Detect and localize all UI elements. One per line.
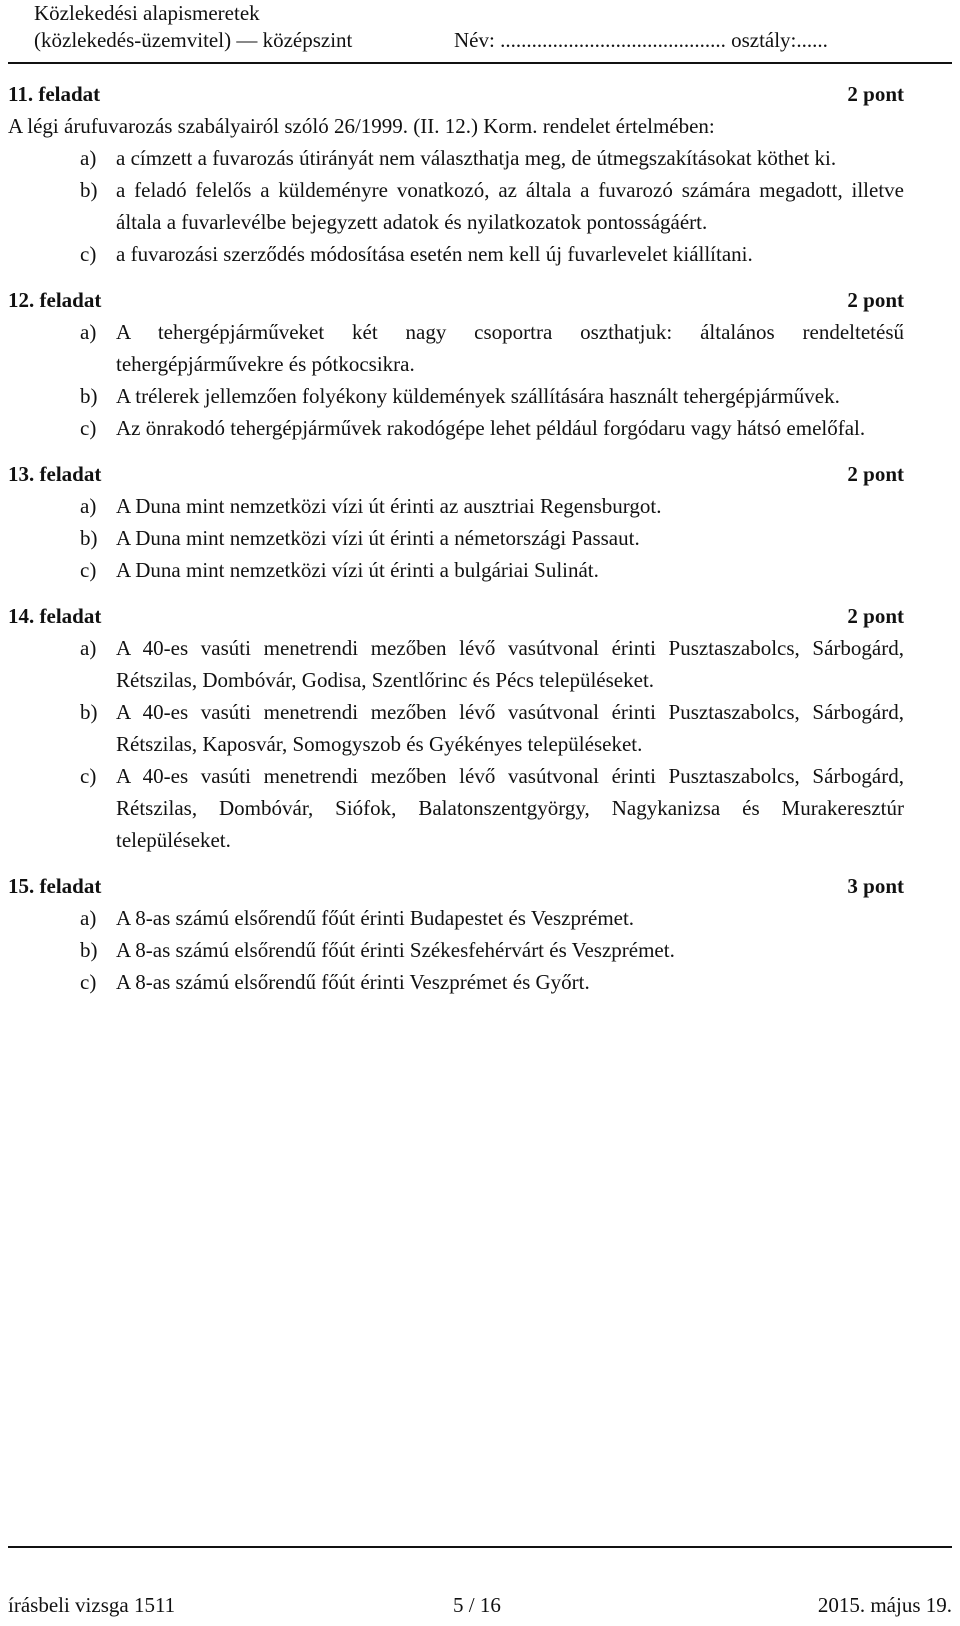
option-text: a feladó felelős a küldeményre vonatkozó, az általa a fuvarozó számára megadott, illetve általa a fuvarlevélbe bejegyzett adatok és nyilatkozatok pontosságáért. xyxy=(116,178,904,234)
task-option-c xyxy=(8,760,952,856)
task-13 xyxy=(8,458,952,586)
header-divider xyxy=(8,62,952,64)
task-points: 3 pont xyxy=(847,874,904,898)
task-option-c xyxy=(8,554,952,586)
task-15 xyxy=(8,870,952,998)
option-label: b) xyxy=(80,384,98,408)
task-title: 12. feladat xyxy=(8,288,102,312)
option-text: A trélerek jellemzően folyékony küldemények szállítására használt tehergépjárművek. xyxy=(116,384,840,408)
task-option-a xyxy=(8,490,952,522)
task-11 xyxy=(8,78,952,270)
option-text: A 40-es vasúti menetrendi mezőben lévő vasútvonal érinti Pusztaszabolcs, Sárbogárd, Rétszilas, Dombóvár, Godisa, Szentlőrinc és Pécs településeket. xyxy=(116,636,904,692)
option-text: Az önrakodó tehergépjárművek rakodógépe lehet például forgódaru vagy hátsó emelőfal. xyxy=(116,416,866,440)
task-option-a xyxy=(8,632,952,696)
task-option-c xyxy=(8,238,952,270)
task-intro: A légi árufuvarozás szabályairól szóló 26/1999. (II. 12.) Korm. rendelet értelmében: xyxy=(8,114,715,138)
task-heading xyxy=(8,78,952,110)
task-option-b xyxy=(8,174,952,238)
name-class-field: Név: ........................................... osztály:...... xyxy=(454,28,828,52)
option-label: a) xyxy=(80,636,97,660)
task-points: 2 pont xyxy=(847,462,904,486)
option-text: A 40-es vasúti menetrendi mezőben lévő vasútvonal érinti Pusztaszabolcs, Sárbogárd, Rétszilas, Dombóvár, Siófok, Balatonszentgyörgy, Nagykanizsa és Murakeresztúr településeket. xyxy=(116,764,904,852)
option-text: A 8-as számú elsőrendű főút érinti Budapestet és Veszprémet. xyxy=(116,906,635,930)
exam-date: 2015. május 19. xyxy=(817,1593,952,1617)
task-title: 14. feladat xyxy=(8,604,102,628)
option-text: A tehergépjárműveket két nagy csoportra oszthatjuk: általános rendeltetésű tehergépjárművekre és pótkocsikra. xyxy=(116,320,904,376)
task-option-b xyxy=(8,696,952,760)
option-label: c) xyxy=(80,416,97,440)
option-text: a címzett a fuvarozás útirányát nem választhatja meg, de útmegszakításokat köthet ki. xyxy=(116,146,837,170)
option-label: b) xyxy=(80,700,98,724)
task-title: 13. feladat xyxy=(8,462,102,486)
option-text: A 8-as számú elsőrendű főút érinti Székesfehérvárt és Veszprémet. xyxy=(116,938,675,962)
option-label: c) xyxy=(80,970,97,994)
option-label: a) xyxy=(80,320,97,344)
option-label: a) xyxy=(80,906,97,930)
subject-subtitle: (közlekedés-üzemvitel) — középszint xyxy=(34,28,353,52)
page-number: 5 / 16 xyxy=(453,1593,501,1617)
task-heading xyxy=(8,600,952,632)
option-label: b) xyxy=(80,526,98,550)
option-label: c) xyxy=(80,558,97,582)
footer-divider xyxy=(8,1546,952,1548)
option-label: b) xyxy=(80,178,98,202)
task-title: 15. feladat xyxy=(8,874,102,898)
option-text: A Duna mint nemzetközi vízi út érinti az ausztriai Regensburgot. xyxy=(116,494,662,518)
task-heading xyxy=(8,284,952,316)
option-text: A Duna mint nemzetközi vízi út érinti a németországi Passaut. xyxy=(116,526,640,550)
task-option-a xyxy=(8,142,952,174)
task-title: 11. feladat xyxy=(8,82,101,106)
subject-title: Közlekedési alapismeretek xyxy=(34,1,260,25)
option-label: c) xyxy=(80,242,97,266)
option-label: b) xyxy=(80,938,98,962)
task-12 xyxy=(8,284,952,444)
option-label: c) xyxy=(80,764,97,788)
task-option-a xyxy=(8,316,952,380)
task-option-b xyxy=(8,380,952,412)
task-option-c xyxy=(8,412,952,444)
option-text: A 8-as számú elsőrendű főút érinti Veszprémet és Győrt. xyxy=(116,970,590,994)
option-label: a) xyxy=(80,494,97,518)
option-text: A 40-es vasúti menetrendi mezőben lévő vasútvonal érinti Pusztaszabolcs, Sárbogárd, Rétszilas, Kaposvár, Somogyszob és Gyékényes településeket. xyxy=(116,700,904,756)
task-points: 2 pont xyxy=(847,288,904,312)
task-option-b xyxy=(8,522,952,554)
task-option-b xyxy=(8,934,952,966)
exam-id: írásbeli vizsga 1511 xyxy=(8,1593,176,1617)
option-text: a fuvarozási szerződés módosítása esetén nem kell új fuvarlevelet kiállítani. xyxy=(116,242,753,266)
task-points: 2 pont xyxy=(847,604,904,628)
task-option-a xyxy=(8,902,952,934)
task-heading xyxy=(8,458,952,490)
option-text: A Duna mint nemzetközi vízi út érinti a bulgáriai Sulinát. xyxy=(116,558,599,582)
task-list xyxy=(8,78,952,998)
page-header xyxy=(8,0,952,78)
task-option-c xyxy=(8,966,952,998)
task-heading xyxy=(8,870,952,902)
task-points: 2 pont xyxy=(847,82,904,106)
task-14 xyxy=(8,600,952,856)
option-label: a) xyxy=(80,146,97,170)
